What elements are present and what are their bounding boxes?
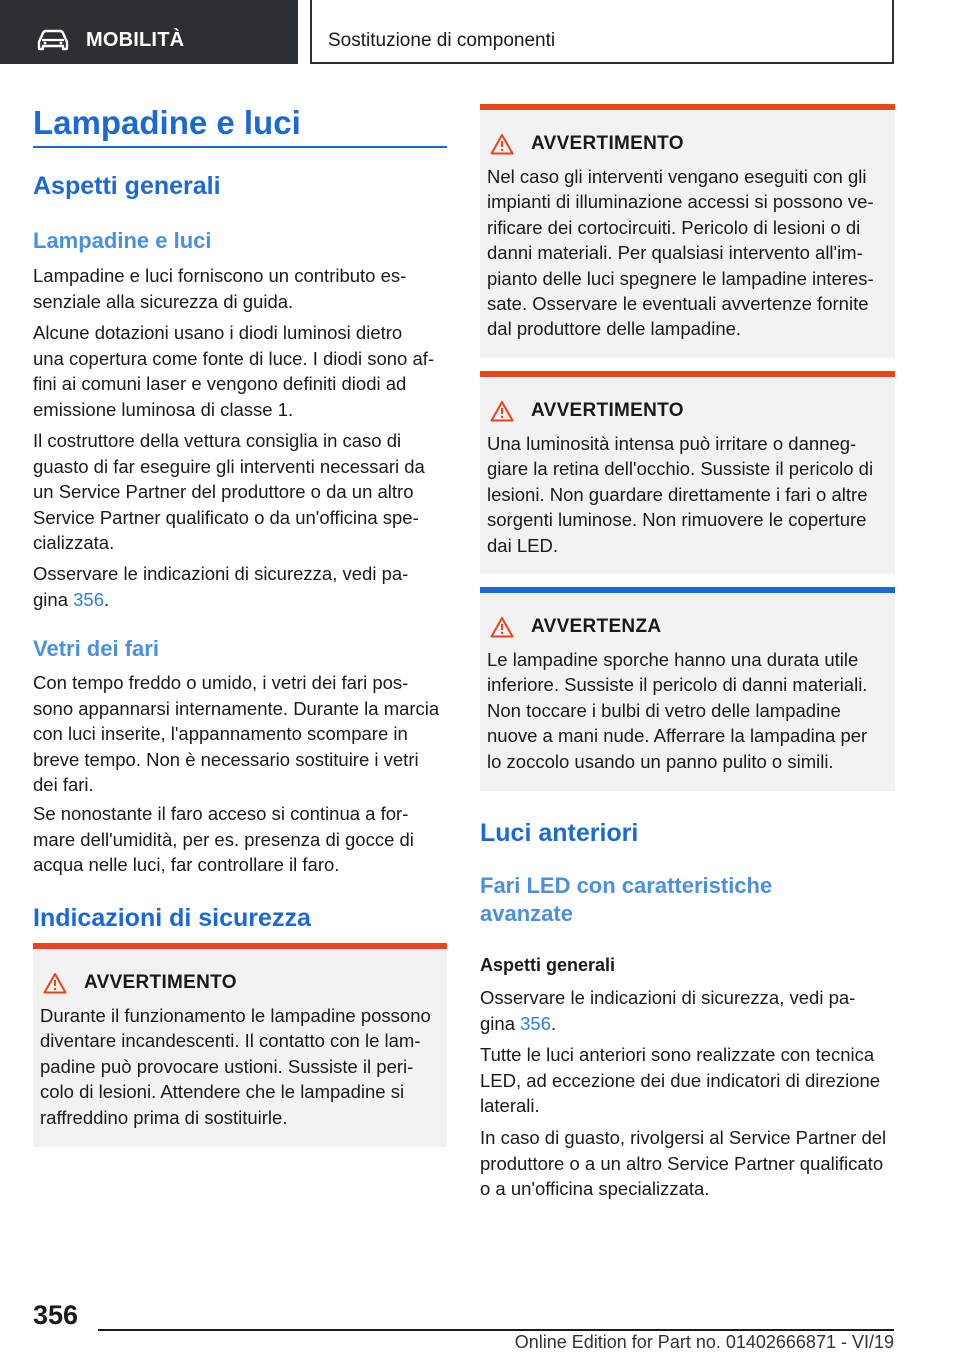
warning-bar <box>480 104 895 110</box>
paragraph: Lampadine e luci forniscono un contributo es- senziale alla sicurezza di guida. <box>33 265 407 312</box>
paragraph: In caso di guasto, rivolgersi al Service Partner del produttore o a un altro Service Partner qualificato o a un'officina specializzata. <box>480 1127 887 1199</box>
title-rule <box>33 146 447 148</box>
heading-indicazioni-sicurezza: Indicazioni di sicurezza <box>33 904 311 932</box>
paragraph: Se nonostante il faro acceso si continua a for- mare dell'umidità, per es. presenza di gocce di acqua nelle luci, far controllare il faro. <box>33 803 414 875</box>
notice-text: Le lampadine sporche hanno una durata utile inferiore. Sussiste il pericolo di danni materiali. Non toccare i bulbi di vetro delle lampadine nuove a mani nude. Afferrare la lampadina per lo zoccolo usando un panno pulito o simili. <box>487 649 868 772</box>
warning-triangle-icon <box>490 616 514 638</box>
warning-box <box>480 104 895 358</box>
footer-rule <box>98 1329 894 1331</box>
page-link[interactable]: 356 <box>73 588 104 610</box>
warning-bar <box>33 943 447 949</box>
heading-luci-anteriori: Luci anteriori <box>480 819 639 847</box>
paragraph: Tutte le luci anteriori sono realizzate con tecnica LED, ad eccezione dei due indicatori di direzione laterali. <box>480 1044 881 1116</box>
text: . <box>551 1012 557 1034</box>
car-icon <box>36 29 70 51</box>
paragraph-page-ref <box>33 561 453 612</box>
notice-title: AVVERTENZA <box>531 616 662 637</box>
warning-triangle-icon <box>43 972 67 994</box>
warning-title: AVVERTIMENTO <box>531 400 684 421</box>
heading-fari-led: Fari LED con caratteristiche avanzate <box>480 873 773 926</box>
chapter-box <box>310 0 894 64</box>
warning-title: AVVERTIMENTO <box>531 133 684 154</box>
section-tab[interactable] <box>0 0 298 64</box>
text: Osservare le indicazioni di sicurezza, vedi pa- gina <box>33 563 409 610</box>
warning-bar <box>480 371 895 377</box>
warning-box <box>33 943 447 1147</box>
warning-triangle-icon <box>490 400 514 422</box>
text: . <box>104 588 110 610</box>
paragraph: Il costruttore della vettura consiglia in caso di guasto di far eseguire gli interventi necessari da un Service Partner del produttore o da un altro Service Partner qualificato o da un'officina spe- cializzata. <box>33 430 425 553</box>
notice-box <box>480 587 895 791</box>
warning-triangle-icon <box>490 133 514 155</box>
page-title: Lampadine e luci <box>33 104 301 141</box>
paragraph: Con tempo freddo o umido, i vetri dei fari pos- sono appannarsi internamente. Durante la marcia con luci inserite, l'appannamento scompare in breve tempo. Non è necessario sostituire i vetri dei fari. <box>33 672 440 795</box>
notice-bar <box>480 587 895 593</box>
chapter-title: Sostituzione di componenti <box>328 30 556 51</box>
page-link[interactable]: 356 <box>520 1012 551 1034</box>
heading-aspetti-generali: Aspetti generali <box>33 172 221 200</box>
warning-title: AVVERTIMENTO <box>84 972 237 993</box>
page-number: 356 <box>33 1300 79 1330</box>
paragraph: Alcune dotazioni usano i diodi luminosi dietro una copertura come fonte di luce. I diodi sono af- fini ai comuni laser e vengono definiti diodi ad emissione luminosa di classe 1. <box>33 322 435 420</box>
heading-aspetti-generali-right: Aspetti generali <box>480 955 616 975</box>
warning-text: Nel caso gli interventi vengano eseguiti con gli impianti di illuminazione accessi si possono ve- rificare dei cortocircuiti. Pericolo di lesioni o di danni materiali. Per qualsiasi intervento all'im- pianto delle luci spegnere le lampadine interes- sate. Osservare le eventuali avvertenze fornite dal produttore delle lampadine. <box>487 166 874 340</box>
section-label: MOBILITÀ <box>86 29 185 51</box>
edition-note: Online Edition for Part no. 01402666871 - VI/19 <box>514 1332 894 1352</box>
heading-lampadine-luci: Lampadine e luci <box>33 228 212 253</box>
warning-box <box>480 371 895 574</box>
warning-text: Una luminosità intensa può irritare o danneg- giare la retina dell'occhio. Sussiste il pericolo di lesioni. Non guardare direttamente i fari o altre sorgenti luminose. Non rimuovere le coperture dai LED. <box>487 433 874 556</box>
warning-text: Durante il funzionamento le lampadine possono diventare incandescenti. Il contatto con le lam- padine può provocare ustioni. Sussiste il peri- colo di lesioni. Attendere che le lampadine si raffreddino prima di sostituirle. <box>40 1005 431 1128</box>
text: Osservare le indicazioni di sicurezza, vedi pa- gina <box>480 987 856 1034</box>
paragraph-page-ref <box>480 985 900 1036</box>
heading-vetri-fari: Vetri dei fari <box>33 636 159 661</box>
